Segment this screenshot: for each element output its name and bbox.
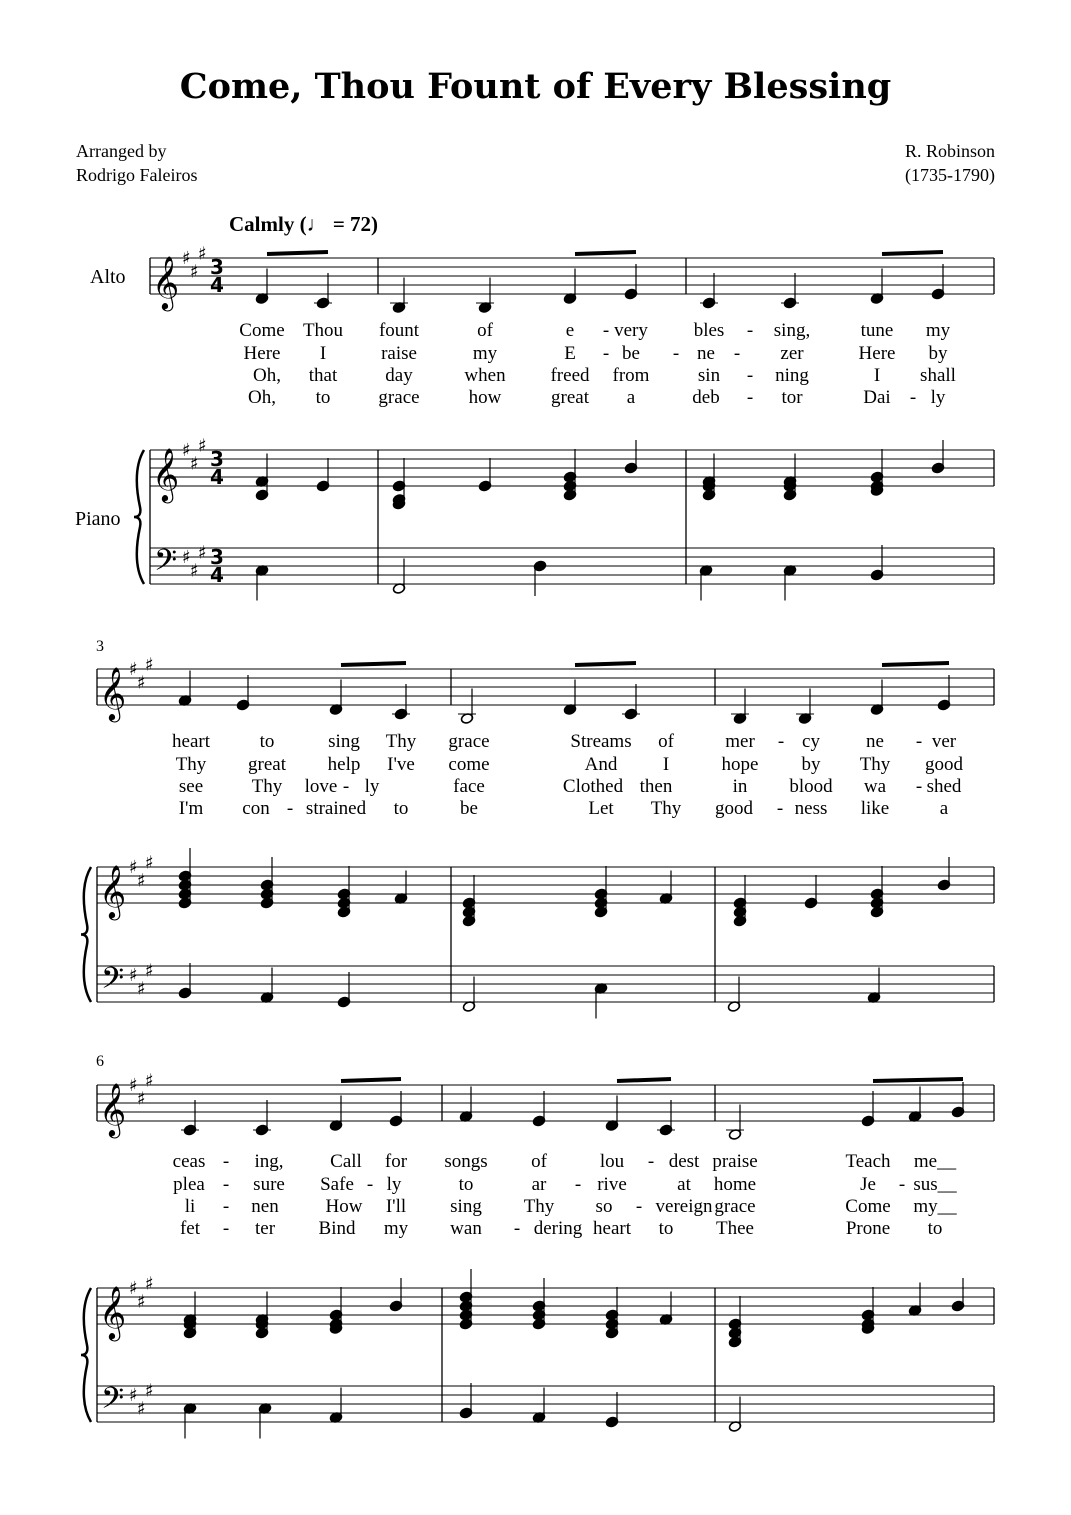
treble-clef-icon: 𝄞 — [152, 255, 180, 309]
measure-number: 3 — [96, 638, 104, 655]
treble-clef-icon: 𝄞 — [152, 447, 180, 501]
lyric-hyphen: - — [746, 365, 754, 386]
lyric-syllable: Thy — [650, 798, 682, 819]
sharp-icon: ♯ — [137, 1088, 146, 1110]
lyric-syllable: so — [595, 1196, 613, 1217]
sharp-icon: ♯ — [198, 435, 207, 457]
sharp-icon: ♯ — [182, 440, 191, 461]
lyric-hyphen: - — [777, 731, 785, 752]
lyric-syllable: to — [927, 1218, 943, 1239]
sharp-icon: ♯ — [190, 453, 199, 475]
lyric-syllable: good — [715, 798, 753, 819]
lyric-syllable: Thy — [859, 754, 891, 775]
sharp-icon: ♯ — [129, 659, 138, 680]
lyric-syllable: hope — [721, 754, 759, 775]
lyric-hyphen: - — [672, 343, 680, 364]
lyric-syllable: wa — [863, 776, 887, 797]
lyric-syllable: sus__ — [913, 1174, 957, 1195]
lyric-syllable: in — [732, 776, 748, 797]
lyric-syllable: ly — [386, 1174, 402, 1195]
page-title: Come, Thou Fount of Every Blessing — [179, 66, 892, 107]
measure-number: 6 — [96, 1053, 104, 1070]
lyric-syllable: me__ — [913, 1151, 957, 1172]
composer-line-2: (1735-1790) — [905, 165, 995, 185]
lyric-syllable: by — [801, 754, 821, 775]
lyric-syllable: grace — [448, 731, 490, 752]
beam — [267, 252, 328, 254]
lyric-hyphen: - — [635, 1196, 643, 1217]
lyric-syllable: Bind — [318, 1218, 356, 1239]
lyric-syllable: bles — [693, 320, 725, 341]
lyric-syllable: when — [464, 365, 506, 386]
lyric-syllable: freed — [550, 365, 590, 386]
lyric-syllable: a — [939, 798, 949, 819]
lyric-syllable: Here — [243, 343, 281, 364]
lyric-syllable: see — [178, 776, 204, 797]
sharp-icon: ♯ — [129, 1278, 138, 1299]
time-signature-denominator: 4 — [210, 465, 224, 489]
lyric-hyphen: - — [574, 1174, 582, 1195]
arranger-line-1: Arranged by — [76, 141, 167, 161]
beam — [617, 1079, 671, 1081]
lyric-syllable: at — [677, 1174, 691, 1195]
lyric-syllable: fount — [378, 320, 420, 341]
lyric-syllable: sing — [450, 1196, 482, 1217]
sharp-icon: ♯ — [137, 870, 146, 892]
lyric-syllable: deb — [692, 387, 720, 408]
lyric-syllable: ing, — [254, 1151, 284, 1172]
lyric-syllable: my__ — [913, 1196, 957, 1217]
lyric-syllable: shall — [920, 365, 956, 386]
lyric-syllable: grace — [714, 1196, 756, 1217]
lyric-syllable: Come — [845, 1196, 891, 1217]
lyric-syllable: tor — [781, 387, 803, 408]
lyric-syllable: praise — [712, 1151, 758, 1172]
lyric-syllable: come — [448, 754, 490, 775]
lyric-syllable: very — [614, 320, 648, 341]
lyric-syllable: vereign — [655, 1196, 713, 1217]
sharp-icon: ♯ — [190, 560, 199, 582]
lyric-hyphen: - — [222, 1218, 230, 1239]
lyric-syllable: Clothed — [562, 776, 624, 797]
sharp-icon: ♯ — [137, 978, 146, 1000]
lyric-syllable: to — [315, 387, 331, 408]
sharp-icon: ♯ — [182, 547, 191, 568]
lyric-syllable: my — [925, 320, 951, 341]
lyric-syllable: wan — [450, 1218, 482, 1239]
lyric-hyphen: - — [898, 1174, 906, 1195]
lyric-syllable: ver — [931, 731, 957, 752]
sharp-icon: ♯ — [145, 960, 154, 982]
lyric-syllable: heart — [172, 731, 210, 752]
lyric-syllable: ter — [254, 1218, 276, 1239]
lyric-syllable: cy — [802, 731, 820, 752]
sharp-icon: ♯ — [145, 1380, 154, 1402]
lyric-hyphen: - — [222, 1174, 230, 1195]
sharp-icon: ♯ — [145, 852, 154, 874]
lyric-syllable: Thy — [385, 731, 417, 752]
composer-line-1: R. Robinson — [904, 141, 995, 161]
lyric-syllable: How — [325, 1196, 363, 1217]
instrument-label-voice: Alto — [90, 266, 126, 288]
beam — [873, 1079, 963, 1081]
beam — [882, 663, 949, 665]
bass-clef-icon: 𝄢 — [101, 1382, 125, 1423]
lyric-syllable: that — [308, 365, 338, 386]
lyric-hyphen: - — [366, 1174, 374, 1195]
lyric-syllable: day — [385, 365, 413, 386]
lyric-syllable: nen — [251, 1196, 279, 1217]
lyric-syllable: then — [639, 776, 673, 797]
time-signature-numerator: 3 — [210, 255, 224, 279]
lyric-hyphen: - — [647, 1151, 655, 1172]
lyric-syllable: con — [242, 798, 270, 819]
lyric-syllable: help — [327, 754, 361, 775]
beam — [575, 252, 636, 254]
lyric-syllable: ly — [930, 387, 946, 408]
lyric-syllable: And — [584, 754, 618, 775]
lyric-syllable: ning — [775, 365, 809, 386]
lyric-syllable: I've — [387, 754, 415, 775]
lyric-syllable: ar — [531, 1174, 547, 1195]
lyric-syllable: Thee — [716, 1218, 754, 1239]
lyric-syllable: plea — [173, 1174, 205, 1195]
sharp-icon: ♯ — [198, 542, 207, 564]
lyric-syllable: ly — [364, 776, 380, 797]
sharp-icon: ♯ — [129, 965, 138, 986]
lyric-hyphen: - — [915, 776, 923, 797]
lyric-syllable: Oh, — [253, 365, 281, 386]
lyric-syllable: Thy — [175, 754, 207, 775]
lyric-syllable: Safe — [320, 1174, 354, 1195]
lyric-syllable: Dai — [863, 387, 891, 408]
lyric-syllable: I — [662, 754, 670, 775]
lyric-syllable: raise — [381, 343, 417, 364]
sharp-icon: ♯ — [145, 1070, 154, 1092]
lyric-syllable: I'll — [385, 1196, 407, 1217]
lyric-hyphen: - — [746, 320, 754, 341]
lyric-syllable: sure — [253, 1174, 285, 1195]
lyric-syllable: how — [468, 387, 502, 408]
lyric-hyphen: - — [342, 776, 350, 797]
lyric-syllable: I'm — [178, 798, 204, 819]
lyric-syllable: great — [551, 387, 589, 408]
piano-brace — [134, 450, 144, 584]
lyric-syllable: be — [460, 798, 478, 819]
lyric-syllable: I — [873, 365, 881, 386]
lyric-syllable: sin — [697, 365, 721, 386]
lyric-syllable: great — [248, 754, 286, 775]
lyric-syllable: of — [477, 320, 493, 341]
lyric-syllable: Come — [239, 320, 285, 341]
lyric-syllable: for — [384, 1151, 408, 1172]
lyric-syllable: ne — [866, 731, 884, 752]
treble-clef-icon: 𝄞 — [99, 666, 127, 720]
lyric-syllable: my — [383, 1218, 409, 1239]
treble-clef-icon: 𝄞 — [99, 1285, 127, 1339]
lyric-syllable: of — [531, 1151, 547, 1172]
sharp-icon: ♯ — [137, 1398, 146, 1420]
sharp-icon: ♯ — [198, 243, 207, 265]
lyric-syllable: I — [319, 343, 327, 364]
lyric-syllable: zer — [780, 343, 804, 364]
lyric-syllable: by — [928, 343, 948, 364]
lyric-syllable: sing, — [773, 320, 811, 341]
lyric-syllable: of — [658, 731, 674, 752]
time-signature-denominator: 4 — [210, 563, 224, 587]
lyric-syllable: Je — [860, 1174, 876, 1195]
lyric-syllable: li — [184, 1196, 196, 1217]
beam — [341, 663, 406, 665]
lyric-syllable: fet — [179, 1218, 201, 1239]
lyric-syllable: to — [658, 1218, 674, 1239]
lyric-syllable: to — [259, 731, 275, 752]
lyric-syllable: Prone — [845, 1218, 891, 1239]
lyric-hyphen: - — [602, 320, 610, 341]
lyric-hyphen: - — [286, 798, 294, 819]
tempo-word: Calmly ( — [229, 212, 307, 236]
sharp-icon: ♯ — [145, 1273, 154, 1295]
lyric-hyphen: - — [602, 343, 610, 364]
beam — [575, 663, 636, 665]
lyric-syllable: my — [472, 343, 498, 364]
lyric-hyphen: - — [746, 387, 754, 408]
lyric-syllable: strained — [305, 798, 367, 819]
lyric-syllable: Here — [858, 343, 896, 364]
lyric-syllable: Thou — [302, 320, 344, 341]
lyric-syllable: dest — [668, 1151, 700, 1172]
sharp-icon: ♯ — [129, 857, 138, 878]
time-signature-denominator: 4 — [210, 273, 224, 297]
lyric-syllable: shed — [926, 776, 962, 797]
sharp-icon: ♯ — [137, 1291, 146, 1313]
lyric-syllable: face — [453, 776, 485, 797]
sharp-icon: ♯ — [145, 654, 154, 676]
tempo-value: = 72) — [327, 212, 379, 236]
quarter-note-icon: ♩ — [306, 212, 328, 236]
lyric-syllable: mer — [725, 731, 755, 752]
lyric-syllable: heart — [593, 1218, 631, 1239]
lyric-syllable: E — [564, 343, 576, 364]
lyric-syllable: tune — [860, 320, 894, 341]
piano-brace — [81, 1288, 91, 1422]
lyric-syllable: Teach — [845, 1151, 891, 1172]
lyric-hyphen: - — [915, 731, 923, 752]
lyric-syllable: songs — [444, 1151, 488, 1172]
treble-clef-icon: 𝄞 — [99, 864, 127, 918]
lyric-syllable: to — [458, 1174, 474, 1195]
lyric-syllable: ceas — [172, 1151, 206, 1172]
lyric-syllable: Thy — [251, 776, 283, 797]
lyric-syllable: ness — [794, 798, 828, 819]
lyric-hyphen: - — [909, 387, 917, 408]
lyric-syllable: good — [925, 754, 963, 775]
beam — [882, 252, 943, 254]
lyric-syllable: dering — [533, 1218, 583, 1239]
piano-brace — [81, 867, 91, 1002]
bass-clef-icon: 𝄢 — [154, 544, 178, 585]
lyric-syllable: love — [304, 776, 338, 797]
lyric-syllable: be — [622, 343, 640, 364]
lyric-syllable: Thy — [523, 1196, 555, 1217]
sharp-icon: ♯ — [182, 248, 191, 269]
lyric-syllable: to — [393, 798, 409, 819]
time-signature-numerator: 3 — [210, 545, 224, 569]
treble-clef-icon: 𝄞 — [99, 1082, 127, 1136]
arranger-line-2: Rodrigo Faleiros — [76, 165, 198, 185]
lyric-syllable: grace — [378, 387, 420, 408]
lyric-syllable: rive — [597, 1174, 627, 1195]
lyric-syllable: ne — [697, 343, 715, 364]
lyric-hyphen: - — [776, 798, 784, 819]
lyric-syllable: lou — [599, 1151, 625, 1172]
lyric-syllable: Streams — [570, 731, 632, 752]
lyric-syllable: home — [713, 1174, 757, 1195]
lyric-syllable: Let — [588, 798, 614, 819]
lyric-syllable: blood — [789, 776, 833, 797]
lyric-syllable: sing — [328, 731, 360, 752]
lyric-hyphen: - — [733, 343, 741, 364]
lyric-hyphen: - — [513, 1218, 521, 1239]
instrument-label-piano: Piano — [75, 508, 121, 530]
sharp-icon: ♯ — [137, 672, 146, 694]
lyric-hyphen: - — [222, 1151, 230, 1172]
time-signature-numerator: 3 — [210, 447, 224, 471]
lyric-syllable: a — [626, 387, 636, 408]
sharp-icon: ♯ — [129, 1075, 138, 1096]
lyric-syllable: Oh, — [248, 387, 276, 408]
bass-clef-icon: 𝄢 — [101, 962, 125, 1003]
sharp-icon: ♯ — [190, 261, 199, 283]
lyric-syllable: e — [565, 320, 575, 341]
beam — [341, 1079, 401, 1081]
lyric-syllable: from — [612, 365, 650, 386]
lyric-syllable: Call — [330, 1151, 362, 1172]
lyric-syllable: like — [860, 798, 890, 819]
sharp-icon: ♯ — [129, 1385, 138, 1406]
lyric-hyphen: - — [222, 1196, 230, 1217]
